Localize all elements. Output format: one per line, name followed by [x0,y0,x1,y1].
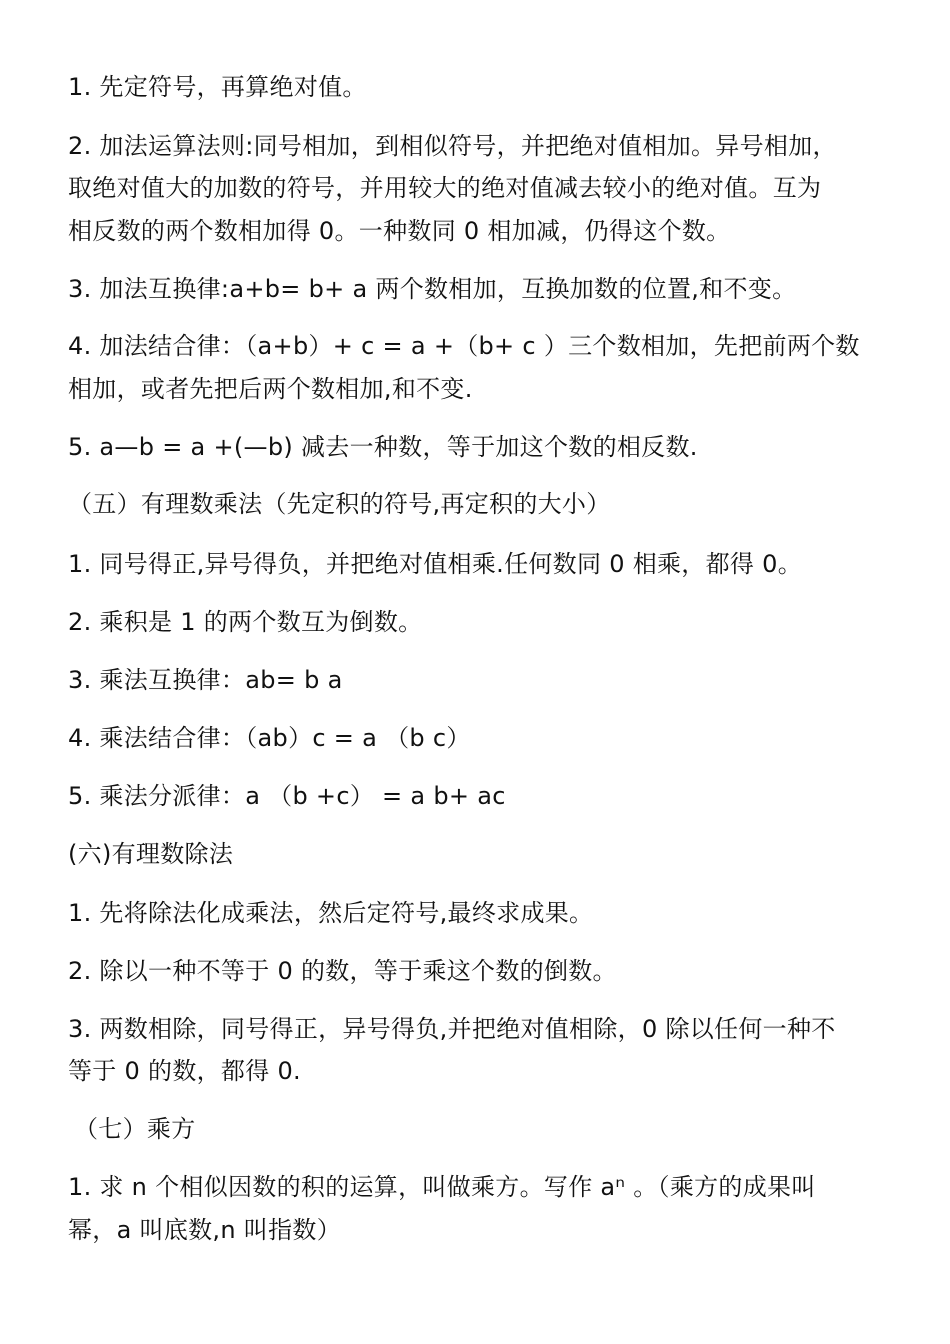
section-heading: （五）有理数乘法（先定积的符号,再定积的大小） [68,490,611,518]
section-heading: (六)有理数除法 [68,840,234,868]
text-line: 1. 同号得正,异号得负，并把绝对值相乘.任何数同 0 相乘，都得 0。 [68,550,803,578]
text-line: 2. 除以一种不等于 0 的数，等于乘这个数的倒数。 [68,957,617,985]
section-heading: （七）乘方 [74,1115,196,1143]
text-line: 1. 先将除法化成乘法，然后定符号,最终求成果。 [68,899,594,927]
text-line: 3. 两数相除，同号得正，异号得负,并把绝对值相除，0 除以任何一种不 [68,1015,836,1043]
text-line: 4. 乘法结合律：（ab）c = a （b c） [68,724,471,752]
text-line: 5. 乘法分派律：a （b +c） = a b+ ac [68,782,506,810]
text-line: 2. 加法运算法则:同号相加，到相似符号，并把绝对值相加。异号相加， [68,132,837,160]
text-line: 相反数的两个数相加得 0。一种数同 0 相加减，仍得这个数。 [68,217,731,245]
text-line: 相加，或者先把后两个数相加,和不变. [68,375,473,403]
text-line: 等于 0 的数，都得 0. [68,1057,301,1085]
text-line: 4. 加法结合律：（a+b）+ c = a +（b+ c ）三个数相加，先把前两个数 [68,332,860,360]
text-line: 5. a—b = a +(—b) 减去一种数，等于加这个数的相反数. [68,433,698,461]
text-line: 3. 加法互换律:a+b= b+ a 两个数相加，互换加数的位置,和不变。 [68,275,797,303]
text-line: 1. 先定符号，再算绝对值。 [68,73,367,101]
text-line: 3. 乘法互换律：ab= b a [68,666,343,694]
text-line: 1. 求 n 个相似因数的积的运算，叫做乘方。写作 aⁿ 。（乘方的成果叫 [68,1173,816,1201]
text-line: 2. 乘积是 1 的两个数互为倒数。 [68,608,423,636]
text-line: 幂，a 叫底数,n 叫指数） [68,1216,342,1244]
text-line: 取绝对值大的加数的符号，并用较大的绝对值减去较小的绝对值。互为 [68,174,822,202]
